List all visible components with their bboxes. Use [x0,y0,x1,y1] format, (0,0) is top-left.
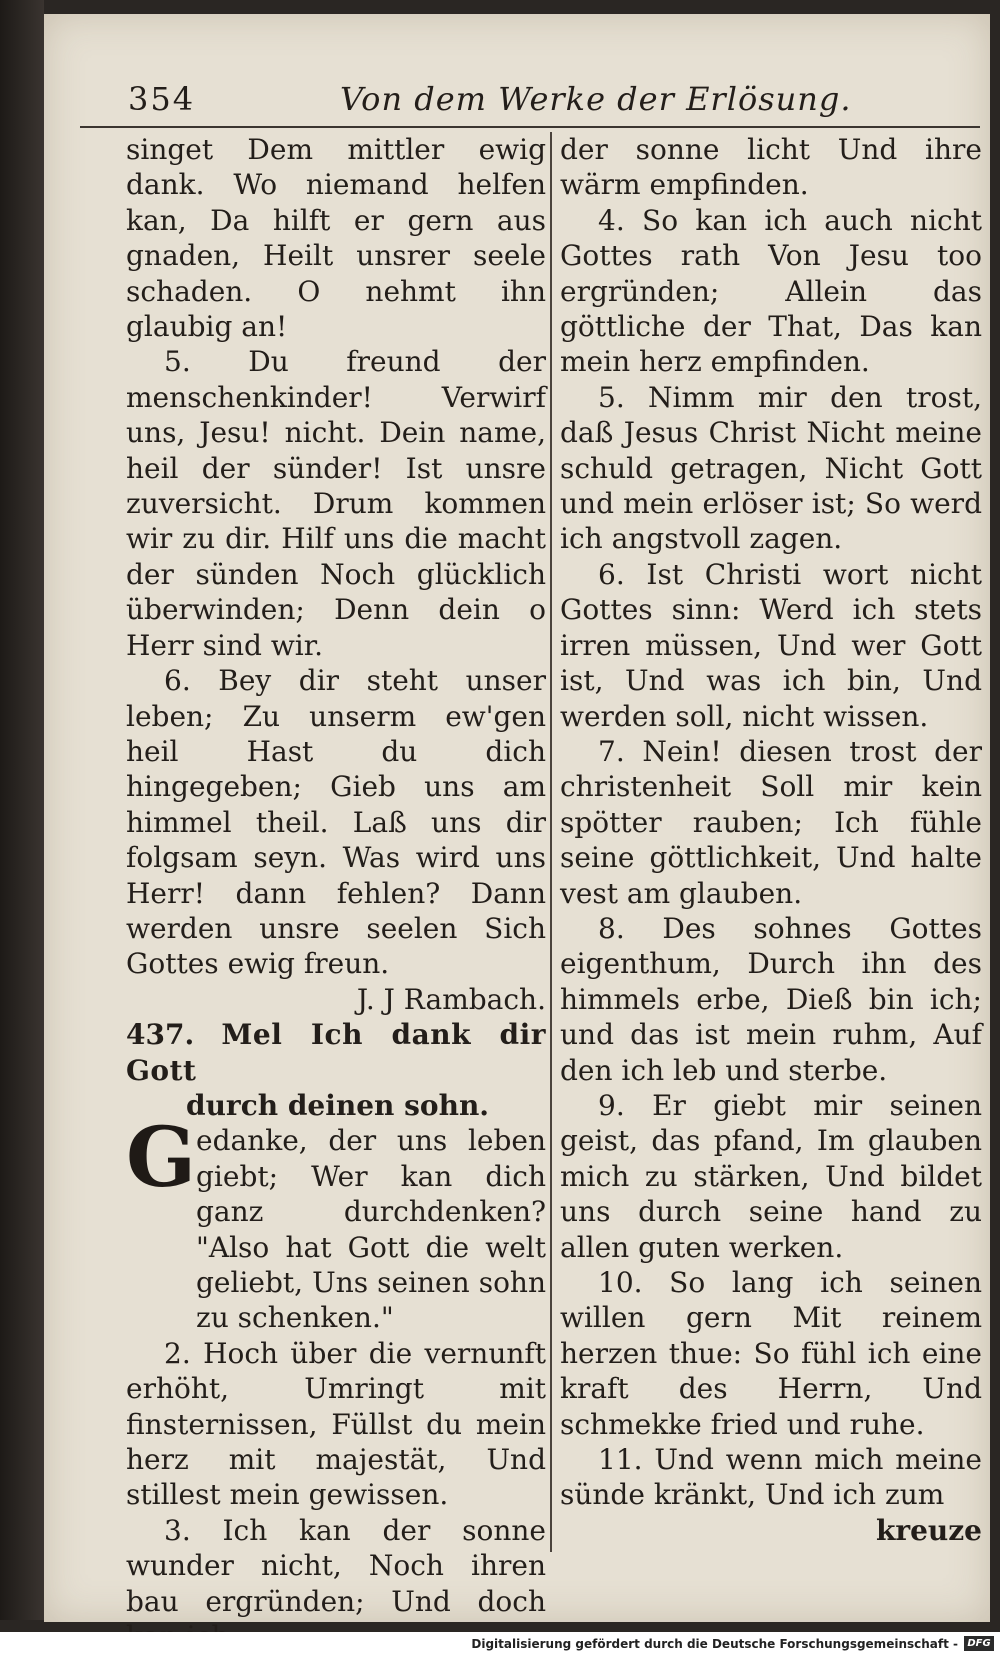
verse-11: 11. Und wenn mich meine sünde kränkt, Und ich zum [560,1443,982,1512]
hymn-first-verse [126,1110,546,1335]
left-column [126,132,546,1654]
book-edge [0,0,44,1620]
running-title: Von dem Werke der Erlösung. [340,80,852,118]
page-number: 354 [128,80,196,118]
digitization-footer [0,1632,1000,1656]
hymn-number: 437. [126,1018,195,1052]
verse-1: edanke, der uns leben giebt; Wer kan dich ganz durchdenken? "Also hat Gott die welt geliebt, Uns seinen sohn zu schenken." [196,1124,546,1335]
verse-2: 2. Hoch über die vernunft erhöht, Umringt mit finsternissen, Füllst du mein herz mit majestät, Und stillest mein gewissen. [126,1336,546,1512]
verse-5: 5. Du freund der menschenkinder! Verwirf uns, Jesu! nicht. Dein name, heil der sünder! Ist unsre zuversicht. Drum kommen wir zu dir. Hilf uns die macht der sünden Noch glücklich überwinden; Denn dein o Herr sind wir. [126,345,546,662]
page-header [80,70,980,128]
footer-credit: Digitalisierung gefördert durch die Deutsche Forschungsgemeinschaft - [471,1637,958,1651]
verse-7: 7. Nein! diesen trost der christenheit Soll mir kein spötter rauben; Ich fühle seine göttlichkeit, Und halte vest am glauben. [560,734,982,910]
verse-8: 8. Des sohnes Gottes eigenthum, Durch ihn des himmels erbe, Dieß bin ich; und das ist mein ruhm, Auf den ich leb und sterbe. [560,911,982,1087]
verse-4: 4. So kan ich auch nicht Gottes rath Von Jesu too ergründen; Allein das göttliche der That, Das kan mein herz empfinden. [560,203,982,379]
verse-6: 6. Bey dir steht unser leben; Zu unserm ew'gen heil Hast du dich hingegeben; Gieb uns am himmel theil. Laß uns dir folgsam seyn. Was wird uns Herr! dann fehlen? Dann werden unsre seelen Sich Gottes ewig freun. [126,664,546,981]
right-column [560,132,982,1548]
verse-continuation: singet Dem mittler ewig dank. Wo niemand helfen kan, Da hilft er gern aus gnaden, Heilt unsrer seele schaden. O nehmt ihn glaubig an! [126,133,546,344]
hymn-heading [126,1017,546,1123]
verse-5-right: 5. Nimm mir den trost, daß Jesus Christ Nicht meine schuld getragen, Nicht Gott und mein erlöser ist; So werd ich angstvoll zagen. [560,380,982,556]
verse-6-right: 6. Ist Christi wort nicht Gottes sinn: Werd ich stets irren müssen, Und wer Gott ist, Und was ich bin, Und werden soll, nicht wissen. [560,557,982,733]
verse-10: 10. So lang ich seinen willen gern Mit reinem herzen thue: So fühl ich eine kraft des Herrn, Und schmekke fried und ruhe. [560,1266,982,1441]
verse-3: 3. Ich kan der sonne wunder nicht, Noch ihren bau ergründen; Und doch [126,1513,546,1618]
drop-cap: G [126,1110,197,1207]
column-divider [550,132,552,1552]
melody-line-2: durch deinen sohn. [186,1088,490,1122]
verse-3-continuation: der sonne licht Und ihre wärm empfinden. [560,133,982,202]
hymn-author: J. J Rambach. [356,982,546,1016]
melody-line-1: Mel Ich dank dir Gott [126,1018,546,1087]
verse-9: 9. Er giebt mir seinen geist, das pfand, Im glauben mich zu stärken, Und bildet uns durch seine hand zu allen guten werken. [560,1088,982,1264]
catchword: kreuze [875,1513,982,1547]
dfg-logo: DFG [964,1636,994,1651]
